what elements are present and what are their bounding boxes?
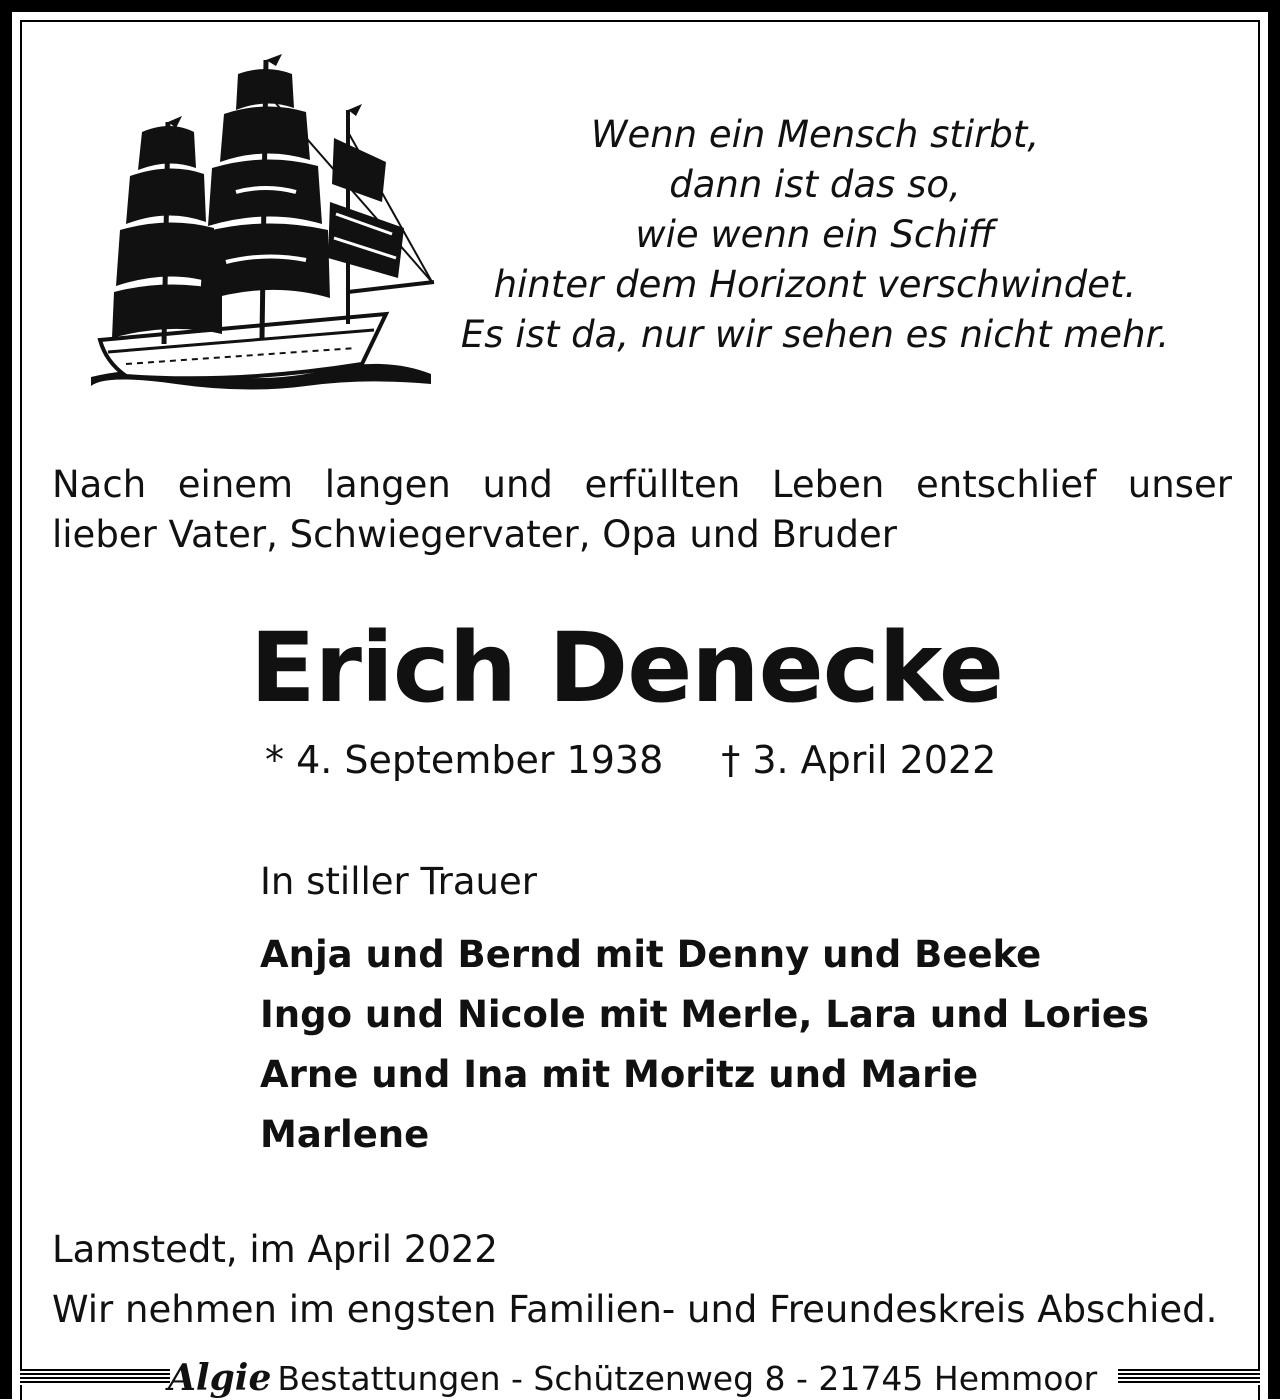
intro-word: langen [324, 463, 451, 506]
verse-line: Es ist da, nur wir sehen es nicht mehr. [460, 313, 1170, 356]
footer [0, 1355, 1280, 1399]
verse [430, 110, 1200, 360]
deceased-name: Erich Denecke [250, 612, 1004, 724]
footer-text [168, 1357, 1097, 1399]
footer-rule-right [1118, 1369, 1260, 1385]
verse-line: hinter dem Horizont verschwindet. [493, 263, 1137, 306]
family-line: Ingo und Nicole mit Merle, Lara und Lories [260, 993, 1150, 1036]
intro-text [52, 460, 1232, 560]
family-line: Arne und Ina mit Moritz und Marie [260, 1053, 979, 1096]
intro-word: und [482, 463, 553, 506]
intro-line-1 [52, 460, 1232, 510]
verse-line: Wenn ein Mensch stirbt, [590, 113, 1040, 156]
life-dates [265, 738, 996, 782]
birth-date: * 4. September 1938 [265, 738, 664, 782]
place-date: Lamstedt, im April 2022 [52, 1228, 498, 1271]
funeral-home-address: Bestattungen - Schützenweg 8 - 21745 Hemmoor [277, 1359, 1098, 1398]
sailing-ship-icon [86, 52, 438, 397]
verse-line: wie wenn ein Schiff [635, 213, 995, 256]
intro-word: Nach [52, 463, 147, 506]
intro-word: erfüllten [584, 463, 741, 506]
intro-line-2: lieber Vater, Schwiegervater, Opa und Bruder [52, 513, 897, 556]
intro-word: Leben [771, 463, 885, 506]
footer-rule-left [20, 1369, 170, 1385]
farewell-note: Wir nehmen im engsten Familien- und Freundeskreis Abschied. [52, 1288, 1218, 1331]
intro-word: unser [1127, 463, 1232, 506]
intro-word: entschlief [915, 463, 1097, 506]
mourning-label: In stiller Trauer [260, 860, 537, 903]
intro-word: einem [177, 463, 294, 506]
family-line: Marlene [260, 1113, 430, 1156]
family-line: Anja und Bernd mit Denny und Beeke [260, 933, 1042, 976]
family-list [260, 925, 1149, 1165]
verse-line: dann ist das so, [669, 163, 961, 206]
death-date: † 3. April 2022 [721, 738, 997, 782]
funeral-home-logo: Algie [168, 1357, 272, 1399]
